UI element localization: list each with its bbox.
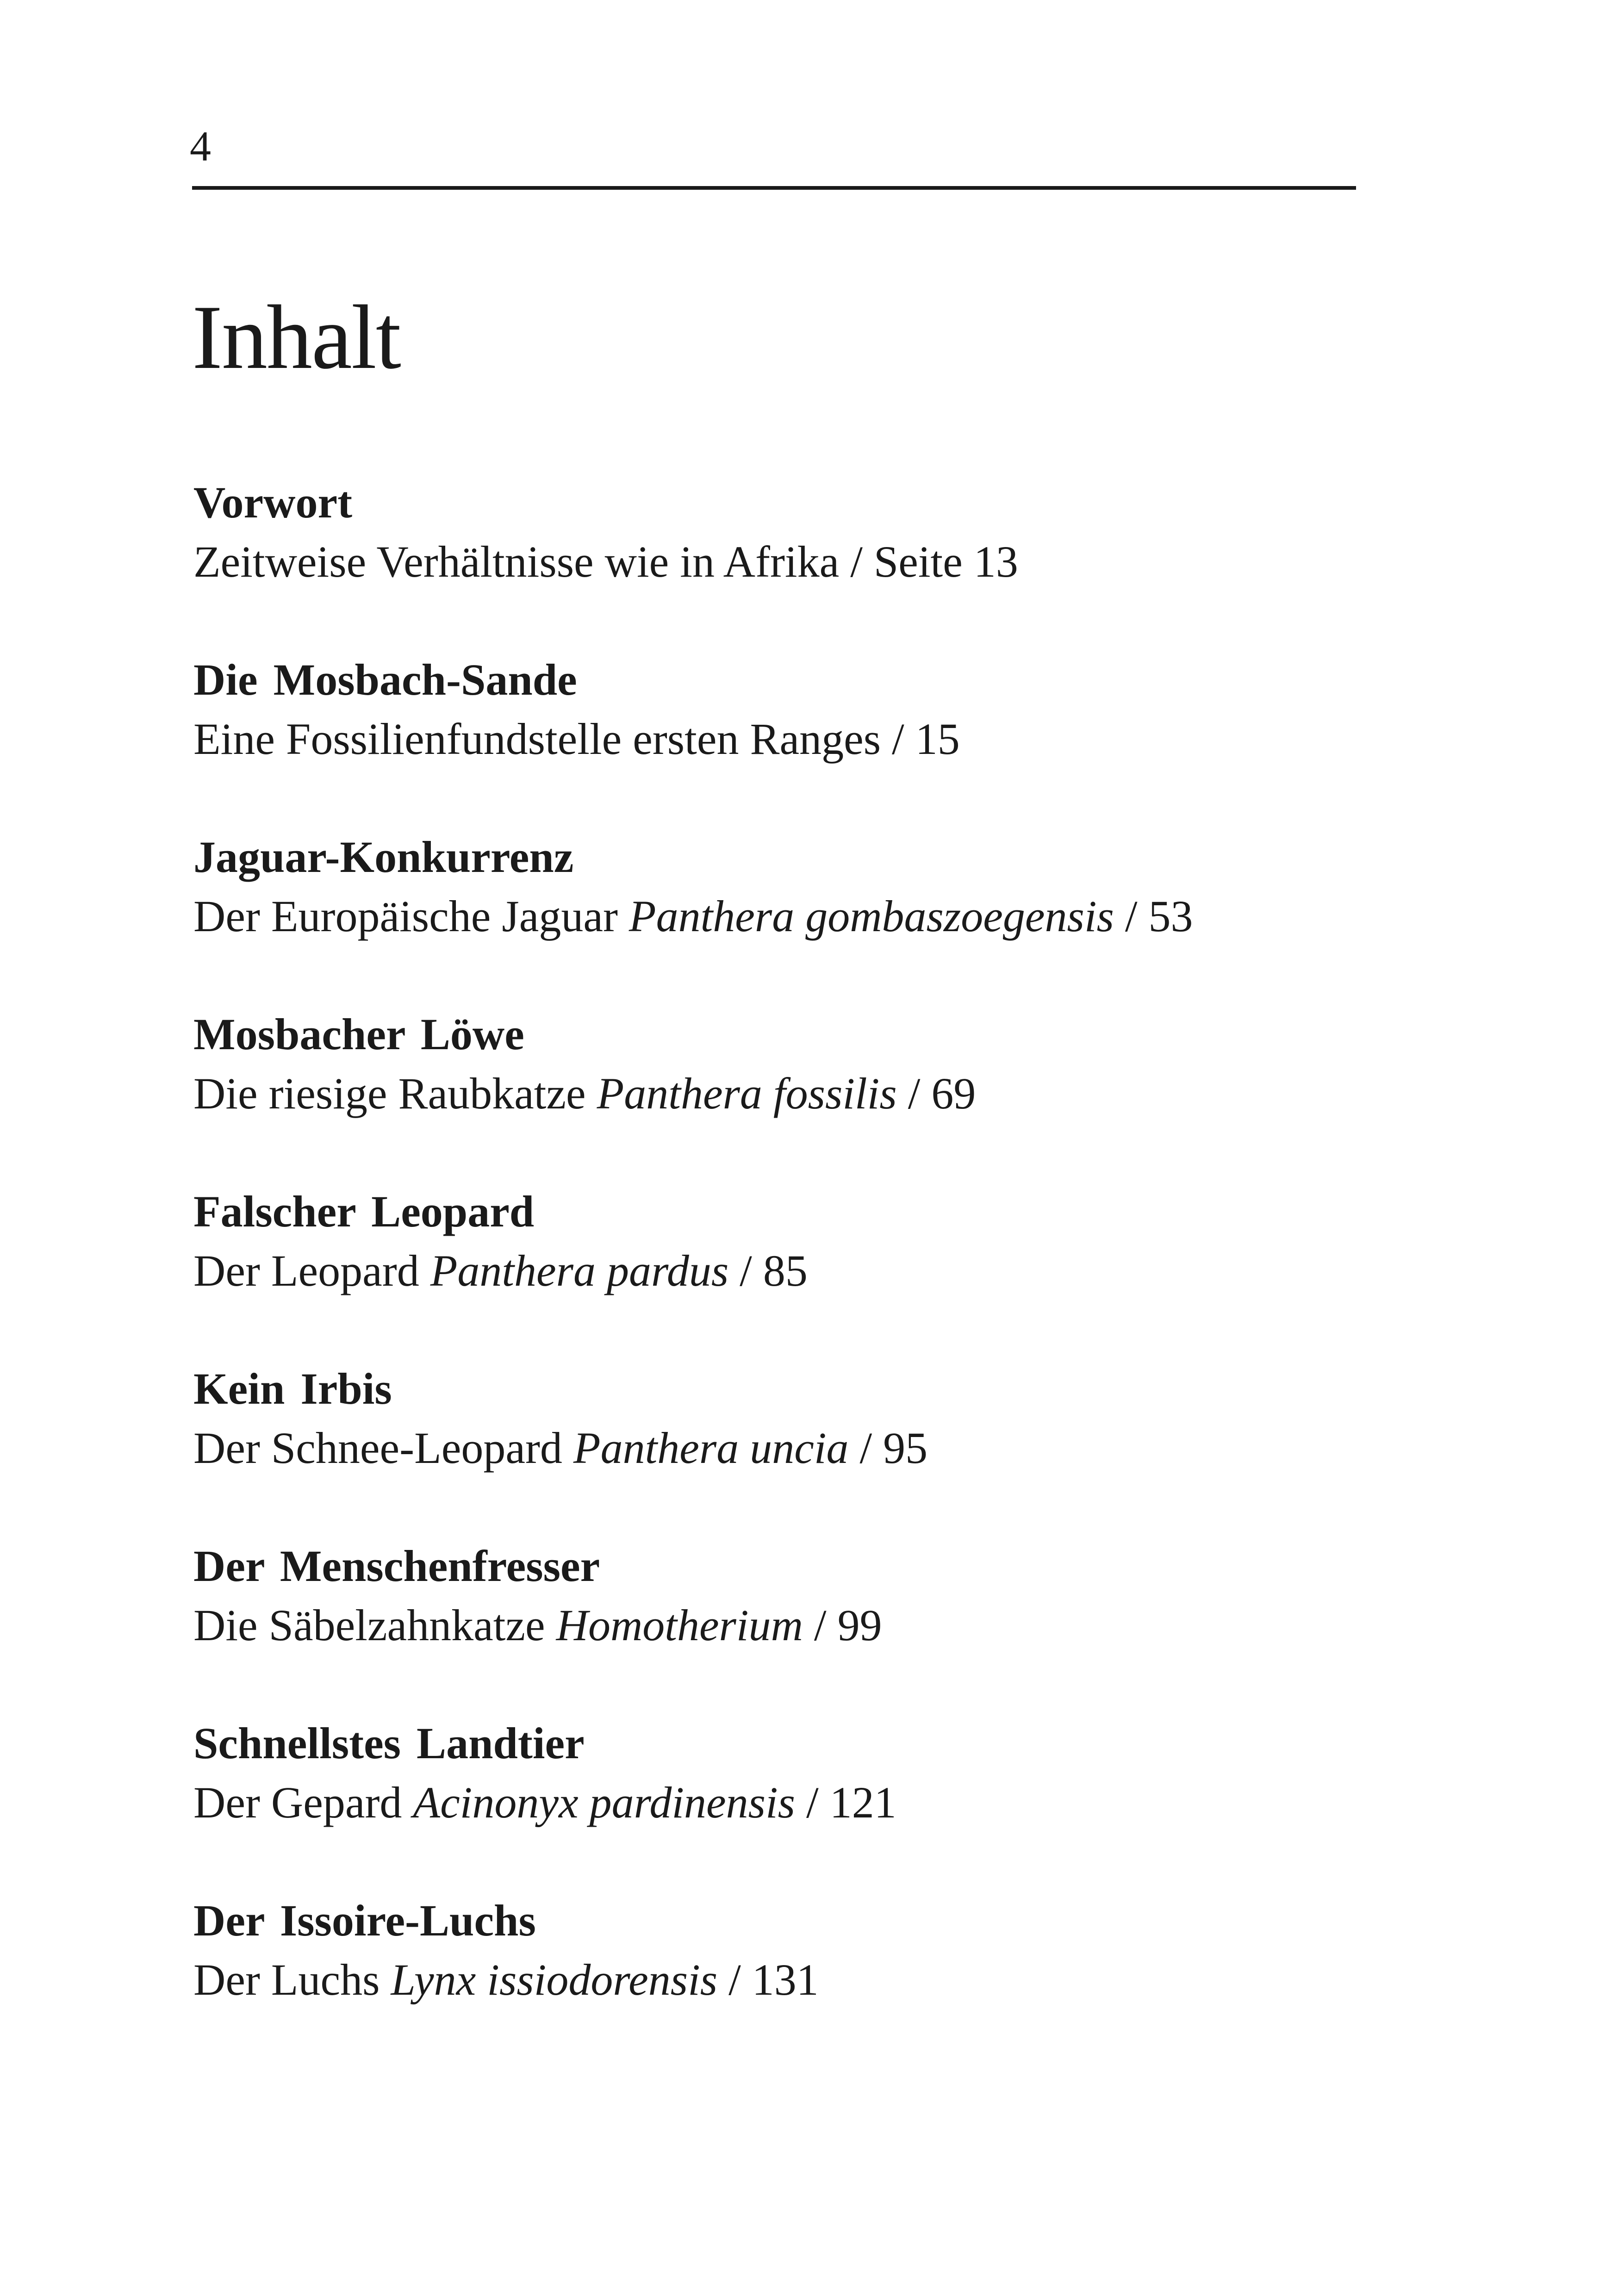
toc-description-text: Der Schnee-Leopard: [193, 1423, 562, 1473]
toc-description-text: Der Gepard: [193, 1778, 402, 1827]
toc-page-ref: / Seite 13: [850, 537, 1018, 586]
toc-description: [193, 1955, 1397, 2004]
toc-page-ref: / 53: [1125, 891, 1193, 941]
toc-description: [193, 891, 1397, 941]
toc-species-name: Panthera pardus: [430, 1246, 729, 1295]
toc-description: [193, 1071, 1397, 1116]
toc-entry-menschenfresser: [193, 1541, 1397, 1721]
toc-description: [193, 714, 1397, 764]
toc-page-ref: / 85: [740, 1246, 808, 1295]
toc-description-text: Die Säbelzahnkatze: [193, 1600, 545, 1650]
page-number: 4: [190, 123, 211, 170]
toc-entry-vorwort: [193, 480, 1397, 658]
toc-page-ref: / 131: [728, 1955, 819, 2004]
toc-description: [193, 1600, 1397, 1650]
toc-heading: Mosbacher Löwe: [193, 1009, 524, 1059]
toc-page-ref: / 121: [806, 1778, 896, 1827]
toc-entry-schnellstes-landtier: [193, 1718, 1397, 1898]
toc-description-text: Die riesige Raubkatze: [193, 1069, 586, 1118]
toc-heading: Jaguar-Konkurrenz: [193, 832, 574, 882]
toc-heading: Falscher Leopard: [193, 1187, 535, 1236]
header-rule: [192, 186, 1356, 190]
toc-heading: Vorwort: [193, 478, 353, 527]
toc-heading: Schnellstes Landtier: [193, 1718, 585, 1768]
toc-entry-falscher-leopard: [193, 1189, 1397, 1367]
toc-heading: Kein Irbis: [193, 1364, 392, 1413]
toc-species-name: Lynx issiodorensis: [391, 1955, 718, 2004]
toc-entry-issoire-luchs: [193, 1898, 1397, 2076]
page-title: Inhalt: [192, 286, 400, 388]
toc-entry-mosbach-sande: [193, 655, 1397, 835]
toc-description: [193, 1423, 1397, 1473]
toc-description: [193, 537, 1397, 586]
toc-description-text: Der Europäische Jaguar: [193, 891, 618, 941]
toc-page-ref: / 15: [892, 714, 960, 764]
table-of-contents: [193, 480, 1397, 2076]
toc-page-ref: / 99: [814, 1600, 882, 1650]
toc-description: [193, 1246, 1397, 1295]
toc-page-ref: / 69: [908, 1069, 976, 1118]
toc-heading: Die Mosbach-Sande: [193, 655, 577, 704]
toc-description-text: Der Luchs: [193, 1955, 380, 2004]
toc-heading: Der Issoire-Luchs: [193, 1896, 536, 1945]
toc-description: [193, 1780, 1397, 1825]
toc-species-name: Homotherium: [556, 1600, 803, 1650]
toc-description-text: Der Leopard: [193, 1246, 419, 1295]
toc-description-text: Eine Fossilienfundstelle ersten Ranges: [193, 714, 881, 764]
toc-species-name: Panthera fossilis: [597, 1069, 897, 1118]
toc-species-name: Panthera gombaszoegensis: [629, 891, 1114, 941]
toc-entry-kein-irbis: [193, 1364, 1397, 1544]
toc-entry-mosbacher-loewe: [193, 1009, 1397, 1189]
toc-entry-jaguar-konkurrenz: [193, 832, 1397, 1012]
toc-species-name: Panthera uncia: [573, 1423, 849, 1473]
toc-page-ref: / 95: [859, 1423, 928, 1473]
toc-description-text: Zeitweise Verhältnisse wie in Afrika: [193, 537, 840, 586]
toc-heading: Der Menschenfresser: [193, 1541, 600, 1591]
toc-species-name: Acinonyx pardinensis: [413, 1778, 796, 1827]
